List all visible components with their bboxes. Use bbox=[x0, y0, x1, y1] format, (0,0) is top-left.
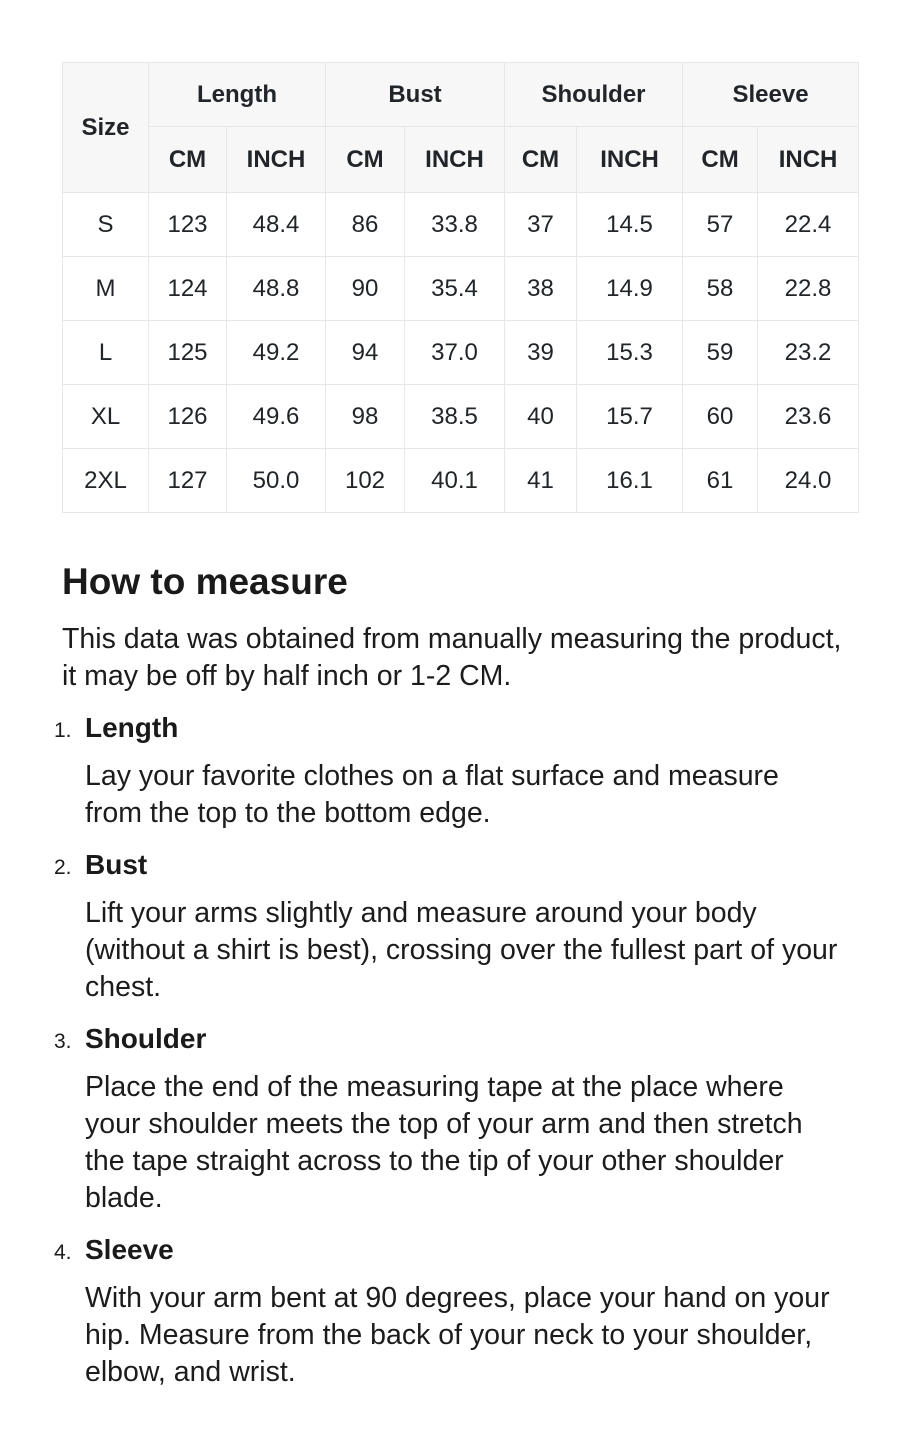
size-column-header: Size bbox=[63, 63, 149, 193]
step-title: Length bbox=[85, 712, 179, 743]
table-cell: 90 bbox=[326, 257, 405, 321]
size-cell: XL bbox=[63, 385, 149, 449]
step-head bbox=[54, 711, 858, 748]
table-cell: 50.0 bbox=[227, 449, 326, 513]
table-row-l bbox=[63, 321, 859, 385]
unit-header-bust-inch: INCH bbox=[405, 127, 505, 193]
step-head bbox=[54, 1022, 858, 1059]
unit-header-shoulder-inch: INCH bbox=[577, 127, 683, 193]
unit-header-length-inch: INCH bbox=[227, 127, 326, 193]
table-cell: 16.1 bbox=[577, 449, 683, 513]
table-cell: 127 bbox=[149, 449, 227, 513]
group-header-length: Length bbox=[149, 63, 326, 127]
table-cell: 22.4 bbox=[758, 193, 859, 257]
table-cell: 125 bbox=[149, 321, 227, 385]
table-cell: 23.2 bbox=[758, 321, 859, 385]
table-cell: 126 bbox=[149, 385, 227, 449]
table-cell: 35.4 bbox=[405, 257, 505, 321]
unit-header-sleeve-inch: INCH bbox=[758, 127, 859, 193]
table-cell: 57 bbox=[683, 193, 758, 257]
table-cell: 15.3 bbox=[577, 321, 683, 385]
measure-step-shoulder bbox=[54, 1022, 858, 1217]
step-number: 3. bbox=[54, 1030, 72, 1053]
group-header-sleeve: Sleeve bbox=[683, 63, 859, 127]
step-title: Bust bbox=[85, 849, 148, 880]
step-description: Lift your arms slightly and measure around your body (without a shirt is best), crossing over the fullest part of your chest. bbox=[85, 897, 838, 1003]
table-row-xl bbox=[63, 385, 859, 449]
step-description: With your arm bent at 90 degrees, place your hand on your hip. Measure from the back of your neck to your shoulder, elbow, and wrist. bbox=[85, 1282, 830, 1388]
table-cell: 98 bbox=[326, 385, 405, 449]
table-cell: 14.5 bbox=[577, 193, 683, 257]
step-head bbox=[54, 1233, 858, 1270]
unit-header-sleeve-cm: CM bbox=[683, 127, 758, 193]
table-cell: 33.8 bbox=[405, 193, 505, 257]
table-cell: 37 bbox=[505, 193, 577, 257]
table-cell: 40.1 bbox=[405, 449, 505, 513]
measure-intro-paragraph: This data was obtained from manually measuring the product, it may be off by half inch or 1-2 CM. bbox=[62, 623, 842, 692]
table-cell: 86 bbox=[326, 193, 405, 257]
table-cell: 102 bbox=[326, 449, 405, 513]
table-cell: 49.2 bbox=[227, 321, 326, 385]
group-header-bust: Bust bbox=[326, 63, 505, 127]
unit-header-length-cm: CM bbox=[149, 127, 227, 193]
table-cell: 60 bbox=[683, 385, 758, 449]
table-cell: 14.9 bbox=[577, 257, 683, 321]
size-cell: L bbox=[63, 321, 149, 385]
step-description: Place the end of the measuring tape at the place where your shoulder meets the top of your arm and then stretch the tape straight across to the tip of your other shoulder blade. bbox=[85, 1071, 803, 1214]
table-cell: 40 bbox=[505, 385, 577, 449]
table-row-s bbox=[63, 193, 859, 257]
table-cell: 59 bbox=[683, 321, 758, 385]
table-cell: 15.7 bbox=[577, 385, 683, 449]
table-cell: 39 bbox=[505, 321, 577, 385]
how-to-measure-heading: How to measure bbox=[62, 561, 348, 602]
group-header-shoulder: Shoulder bbox=[505, 63, 683, 127]
table-cell: 124 bbox=[149, 257, 227, 321]
table-cell: 37.0 bbox=[405, 321, 505, 385]
table-cell: 38.5 bbox=[405, 385, 505, 449]
size-cell: 2XL bbox=[63, 449, 149, 513]
measure-step-length bbox=[54, 711, 858, 832]
unit-header-shoulder-cm: CM bbox=[505, 127, 577, 193]
step-title: Sleeve bbox=[85, 1234, 174, 1265]
table-cell: 49.6 bbox=[227, 385, 326, 449]
table-cell: 61 bbox=[683, 449, 758, 513]
table-cell: 48.4 bbox=[227, 193, 326, 257]
table-cell: 38 bbox=[505, 257, 577, 321]
table-cell: 123 bbox=[149, 193, 227, 257]
unit-header-bust-cm: CM bbox=[326, 127, 405, 193]
step-number: 2. bbox=[54, 856, 72, 879]
table-cell: 48.8 bbox=[227, 257, 326, 321]
table-row-2xl bbox=[63, 449, 859, 513]
step-title: Shoulder bbox=[85, 1023, 207, 1054]
step-number: 4. bbox=[54, 1241, 72, 1264]
table-row-m bbox=[63, 257, 859, 321]
step-description: Lay your favorite clothes on a flat surface and measure from the top to the bottom edge. bbox=[85, 760, 779, 829]
measure-steps-list bbox=[54, 711, 858, 1391]
size-chart-table bbox=[62, 62, 859, 513]
measure-step-bust bbox=[54, 848, 858, 1006]
table-cell: 23.6 bbox=[758, 385, 859, 449]
table-cell: 22.8 bbox=[758, 257, 859, 321]
table-cell: 94 bbox=[326, 321, 405, 385]
table-cell: 41 bbox=[505, 449, 577, 513]
size-cell: S bbox=[63, 193, 149, 257]
table-cell: 58 bbox=[683, 257, 758, 321]
table-cell: 24.0 bbox=[758, 449, 859, 513]
size-cell: M bbox=[63, 257, 149, 321]
measure-step-sleeve bbox=[54, 1233, 858, 1391]
step-head bbox=[54, 848, 858, 885]
step-number: 1. bbox=[54, 719, 72, 742]
